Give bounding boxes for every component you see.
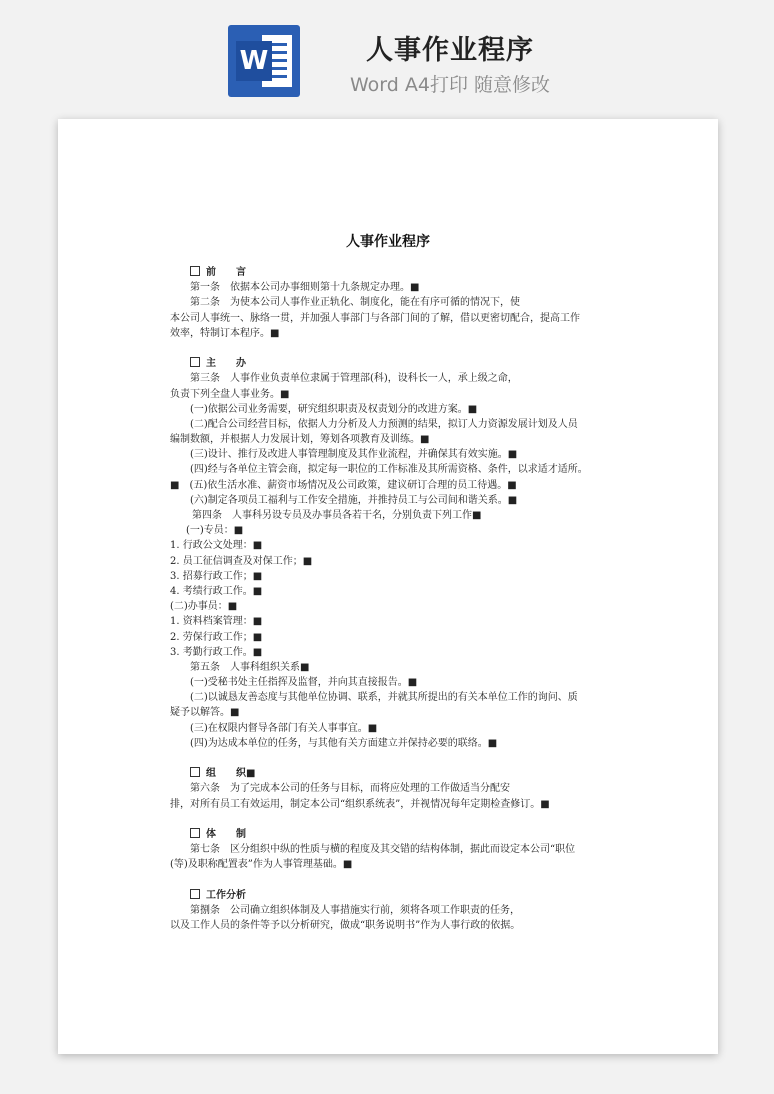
paragraph-line: (三)设计、推行及改进人事管理制度及其作业流程，并确保其有效实施。■ (190, 449, 518, 461)
document-title: 人事作业程序 (346, 234, 430, 250)
paragraph-line: 编制数额，并根据人力发展计划，筹划各项教育及训练。■ (170, 434, 430, 446)
page-header (0, 0, 774, 110)
paragraph-line: (二)办事员：■ (170, 601, 238, 613)
paragraph-line: (一)依据公司业务需要，研究组织职责及权责划分的改进方案。■ (190, 403, 478, 415)
section-heading-text: 工作分析 (206, 889, 246, 901)
checkbox-icon (190, 357, 200, 367)
paragraph-line: 第五条 人事科组织关系■ (190, 661, 310, 673)
header-title: 人事作业程序 (366, 35, 534, 66)
paragraph-line: 第一条 依据本公司办事细则第十九条规定办理。■ (190, 282, 420, 294)
word-icon (228, 25, 300, 97)
section-heading (170, 766, 610, 781)
checkbox-icon (190, 767, 200, 777)
document-body (170, 265, 610, 933)
section-heading-text: 体 制 (206, 828, 246, 840)
blank-line (170, 873, 610, 888)
paragraph-line: (二)以诚恳友善态度与其他单位协调、联系，并就其所提出的有关本单位工作的询问、质 (190, 692, 578, 704)
section-heading (170, 888, 610, 903)
paragraph-line: (四)经与各单位主管会商，拟定每一职位的工作标准及其所需资格、条件，以求适才适所。 (190, 464, 588, 476)
paragraph-line: 本公司人事统一、脉络一贯，并加强人事部门与各部门间的了解，借以更密切配合，提高工作 (170, 312, 580, 324)
paragraph-line: 2. 员工征信调查及对保工作；■ (170, 555, 313, 567)
paragraph-line: 3. 招募行政工作；■ (170, 570, 263, 582)
paragraph-line: 第二条 为使本公司人事作业正轨化、制度化，能在有序可循的情况下，使 (190, 297, 520, 309)
paragraph-line: 1. 行政公文处理：■ (170, 540, 263, 552)
paragraph-line: 2. 劳保行政工作；■ (170, 631, 263, 643)
paragraph-line: 排，对所有员工有效运用，制定本公司“组织系统表”，并视情况每年定期检查修订。■ (170, 798, 550, 810)
section-heading (170, 827, 610, 842)
blank-line (170, 812, 610, 827)
paragraph-line: (三)在权限内督导各部门有关人事事宜。■ (190, 722, 378, 734)
document-page (58, 119, 718, 1054)
paragraph-line: 第捌条 公司确立组织体制及人事措施实行前，须将各项工作职责的任务， (190, 904, 520, 916)
paragraph-line: 3. 考勤行政工作。■ (170, 646, 263, 658)
paragraph-line: (等)及职称配置表”作为人事管理基础。■ (170, 859, 353, 871)
blank-line (170, 751, 610, 766)
paragraph-line: (四)为达成本单位的任务，与其他有关方面建立并保持必要的联络。■ (190, 737, 498, 749)
section-heading (170, 356, 610, 371)
paragraph-line: 负责下列全盘人事业务。■ (170, 388, 290, 400)
word-logo-letter: W (236, 41, 272, 81)
header-subtitle: Word A4打印 随意修改 (349, 74, 550, 96)
paragraph-line: 第四条 人事科另设专员及办事员各若干名，分别负责下列工作■ (192, 510, 482, 521)
paragraph-line: 效率，特制订本程序。■ (170, 327, 280, 339)
checkbox-icon (190, 889, 200, 899)
paragraph-line: 4. 考绩行政工作。■ (170, 585, 263, 597)
section-heading (170, 265, 610, 280)
paragraph-line: (一)专员：■ (186, 525, 244, 537)
paragraph-line: 第六条 为了完成本公司的任务与目标，而将应处理的工作做适当分配安 (190, 783, 510, 795)
paragraph-line: 以及工作人员的条件等予以分析研究，做成“职务说明书”作为人事行政的依据。 (170, 920, 521, 932)
paragraph-line: (一)受秘书处主任指挥及监督，并向其直接报告。■ (190, 677, 418, 689)
section-heading-text: 主 办 (206, 358, 246, 370)
paragraph-line: 1. 资料档案管理：■ (170, 616, 263, 628)
paragraph-line: 疑予以解答。■ (170, 707, 240, 719)
paragraph-line: 第七条 区分组织中纵的性质与横的程度及其交错的结构体制，据此而设定本公司“职位 (190, 844, 576, 856)
checkbox-icon (190, 828, 200, 838)
blank-line (170, 341, 610, 356)
paragraph-line: ■ (五)依生活水准、薪资市场情况及公司政策，建议研订合理的员工待遇。■ (170, 479, 517, 491)
paragraph-line: 第三条 人事作业负责单位隶属于管理部(科)，设科长一人，承上级之命， (190, 373, 518, 385)
checkbox-icon (190, 266, 200, 276)
paragraph-line: (二)配合公司经营目标，依据人力分析及人力预测的结果，拟订人力资源发展计划及人员 (190, 418, 578, 430)
section-heading-text: 前 言 (206, 267, 246, 278)
paragraph-line: (六)制定各项员工福利与工作安全措施，并推持员工与公司间和谐关系。■ (190, 494, 518, 506)
section-heading-text: 组 织■ (206, 768, 256, 780)
